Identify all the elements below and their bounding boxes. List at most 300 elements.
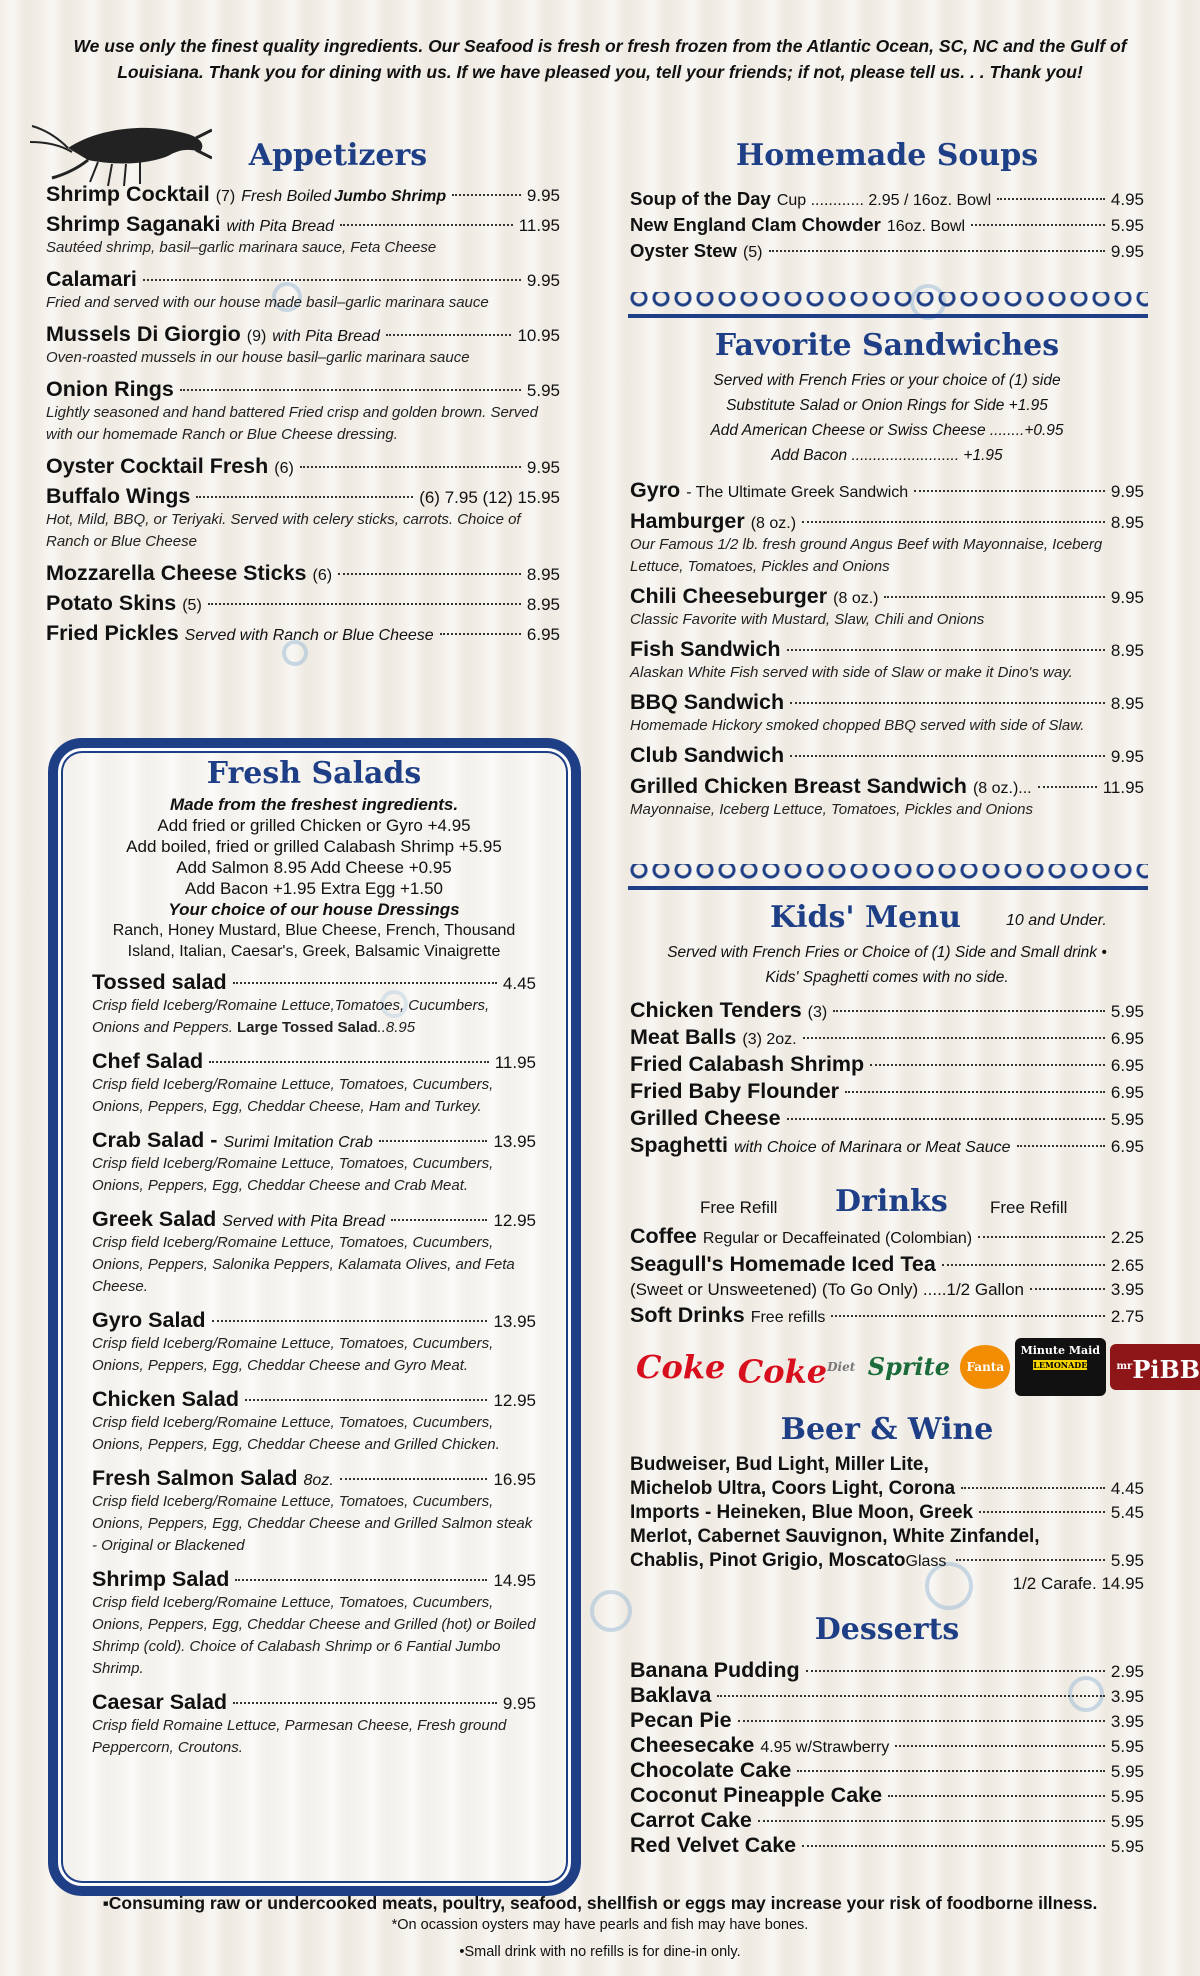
item-name: Gyro xyxy=(630,478,681,502)
menu-item-row xyxy=(630,1280,1144,1300)
kids-note: Kids' Spaghetti comes with no side. xyxy=(765,969,1009,986)
intro-text: We use only the finest quality ingredients. Our Seafood is fresh or fresh frozen from the Atlantic Ocean, SC, NC and the Gulf of Louisiana. Thank you for dining with us. If we have pleased you, tell your friends; if not, please tell us. . . Thank you! xyxy=(73,36,1127,82)
menu-item-row xyxy=(46,484,560,509)
menu-item-row xyxy=(630,690,1144,715)
leader-dots xyxy=(790,702,1105,704)
desc-text: Crisp field Iceberg/Romaine Lettuce, Tomatoes, Cucumbers, Onions, Peppers, Egg, Cheddar Cheese and Grilled Salmon steak - Original or Blackened xyxy=(92,1493,533,1554)
drink-note: •Small drink with no refills is for dine-in only. xyxy=(459,1944,741,1960)
dessert-item xyxy=(630,1833,1144,1858)
item-description: Fried and served with our house made basil–garlic marinara sauce xyxy=(46,294,489,311)
item-price: 9.95 xyxy=(526,458,560,477)
soups-list xyxy=(630,188,1144,262)
soup-item xyxy=(630,240,1144,262)
beer-line xyxy=(630,1502,1144,1524)
item-name: Chicken Salad xyxy=(92,1387,239,1411)
fanta-logo: Fanta xyxy=(960,1345,1010,1389)
menu-item-row xyxy=(630,1833,1144,1858)
item-price: 11.95 xyxy=(518,216,560,235)
appetizers-section xyxy=(46,138,560,651)
item-description xyxy=(92,1074,536,1118)
desc-text: Crisp field Iceberg/Romaine Lettuce,Tomatoes, Cucumbers, Onions and Peppers. xyxy=(92,997,490,1036)
menu-item-row xyxy=(46,621,560,646)
item-description: Classic Favorite with Mustard, Slaw, Chili and Onions xyxy=(630,611,985,628)
salad-item xyxy=(92,1207,536,1298)
menu-item-row xyxy=(630,1133,1144,1158)
leader-dots xyxy=(196,496,413,498)
leader-dots xyxy=(233,982,497,984)
leader-dots xyxy=(870,1064,1105,1066)
salads-title: Fresh Salads xyxy=(206,756,422,791)
leader-dots xyxy=(978,1236,1105,1238)
desc-text: Crisp field Iceberg/Romaine Lettuce, Tomatoes, Cucumbers, Onions, Peppers, Egg, Cheddar Cheese and Grilled Chicken. xyxy=(92,1414,500,1453)
menu-item-row xyxy=(630,188,1144,210)
salad-item xyxy=(92,1387,536,1456)
salad-item xyxy=(92,1308,536,1377)
beer-text: Budweiser, Bud Light, Miller Lite, xyxy=(630,1454,929,1475)
drink-item xyxy=(630,1280,1144,1300)
item-price: 8.95 xyxy=(1110,694,1144,713)
item-name: Greek Salad xyxy=(92,1207,217,1231)
item-description: Our Famous 1/2 lb. fresh ground Angus Beef with Mayonnaise, Iceberg Lettuce, Tomatoes, Pickles and Onions xyxy=(630,536,1103,575)
appetizer-item xyxy=(46,182,560,207)
item-name: Tossed salad xyxy=(92,970,227,994)
refill-left: Free Refill xyxy=(700,1198,778,1217)
item-name: Onion Rings xyxy=(46,377,174,401)
leader-dots xyxy=(208,603,521,605)
menu-item-row xyxy=(630,1708,1144,1733)
menu-item-row xyxy=(630,1658,1144,1683)
item-name: Soft Drinks xyxy=(630,1303,745,1327)
item-price: 3.95 xyxy=(1110,1712,1144,1731)
desc-end: ..8.95 xyxy=(377,1019,416,1036)
salads-intro: Made from the freshest ingredients. xyxy=(169,795,459,814)
menu-item-row xyxy=(92,970,536,995)
leader-dots xyxy=(391,1219,487,1221)
leader-dots xyxy=(386,334,512,336)
item-description: Hot, Mild, BBQ, or Teriyaki. Served with celery sticks, carrots. Choice of Ranch or Blue Cheese xyxy=(46,511,521,550)
item-extra: (3) 2oz. xyxy=(742,1031,797,1048)
food-warning: ▪Consuming raw or undercooked meats, poultry, seafood, shellfish or eggs may increase your risk of foodborne illness. xyxy=(102,1893,1098,1913)
leader-dots xyxy=(452,194,521,196)
item-price: 6.95 xyxy=(1110,1137,1144,1156)
beer-price: 4.45 xyxy=(1110,1479,1144,1498)
item-name: Shrimp Cocktail xyxy=(46,182,210,206)
soups-title: Homemade Soups xyxy=(735,138,1039,173)
item-price: 9.95 xyxy=(502,1694,536,1713)
item-price: 4.45 xyxy=(502,974,536,993)
item-extra-italic: with Pita Bread xyxy=(226,218,335,235)
leader-dots xyxy=(797,1770,1105,1772)
salad-item xyxy=(92,1049,536,1118)
dressings-title: Your choice of our house Dressings xyxy=(168,900,460,919)
menu-item-row xyxy=(630,1079,1144,1104)
desc-bold: Large Tossed Salad xyxy=(236,1019,378,1036)
item-extra: Surimi Imitation Crab xyxy=(223,1134,373,1151)
menu-item-row xyxy=(630,1052,1144,1077)
item-price: 2.65 xyxy=(1110,1256,1144,1275)
menu-item-row xyxy=(630,743,1144,768)
appetizer-item xyxy=(46,591,560,616)
item-price: 16.95 xyxy=(493,1470,536,1489)
kids-age: 10 and Under. xyxy=(1006,912,1107,929)
item-price: 6.95 xyxy=(1110,1029,1144,1048)
item-extra: (5) xyxy=(742,244,763,261)
item-price: 10.95 xyxy=(517,326,560,345)
oyster-note: *On ocassion oysters may have pearls and fish may have bones. xyxy=(391,1917,809,1933)
item-name: Club Sandwich xyxy=(630,743,785,767)
salad-item xyxy=(92,1466,536,1557)
leader-dots xyxy=(790,755,1105,757)
item-extra: (7) xyxy=(215,188,236,205)
salads-addons xyxy=(92,815,536,899)
beer-section xyxy=(630,1412,1144,1594)
item-name: New England Clam Chowder xyxy=(630,214,881,235)
item-name: Grilled Cheese xyxy=(630,1106,781,1130)
item-price: 6.95 xyxy=(1110,1056,1144,1075)
leader-dots xyxy=(758,1820,1105,1822)
item-extra-italic: Served with Ranch or Blue Cheese xyxy=(184,627,434,644)
menu-item-row xyxy=(92,1049,536,1074)
item-name: Chocolate Cake xyxy=(630,1758,792,1782)
item-description xyxy=(92,995,536,1039)
item-description xyxy=(92,1232,536,1298)
item-name: Gyro Salad xyxy=(92,1308,206,1332)
menu-item-row xyxy=(46,454,560,479)
leader-dots xyxy=(802,521,1105,523)
item-name: Calamari xyxy=(46,267,137,291)
leader-dots xyxy=(212,1320,488,1322)
item-price: 13.95 xyxy=(493,1132,536,1151)
item-price: 8.95 xyxy=(1110,513,1144,532)
item-price: 5.95 xyxy=(1110,1837,1144,1856)
item-name: Mozzarella Cheese Sticks xyxy=(46,561,307,585)
menu-item-row xyxy=(46,561,560,586)
drinks-section xyxy=(630,1184,1200,1396)
item-name: Cheesecake xyxy=(630,1733,755,1757)
menu-item-row xyxy=(46,591,560,616)
menu-item-row xyxy=(630,774,1144,799)
item-name: Spaghetti xyxy=(630,1133,728,1157)
item-name: Buffalo Wings xyxy=(46,484,191,508)
item-name: Shrimp Saganaki xyxy=(46,212,221,236)
item-description: Homemade Hickory smoked chopped BBQ served with side of Slaw. xyxy=(630,717,1085,734)
leader-dots xyxy=(802,1845,1105,1847)
menu-item-row xyxy=(630,214,1144,236)
drinks-header xyxy=(630,1184,1144,1224)
soups-section xyxy=(630,138,1144,266)
item-description xyxy=(92,1153,536,1197)
leader-dots xyxy=(738,1720,1105,1722)
sandwich-item xyxy=(630,509,1144,578)
appetizer-item xyxy=(46,267,560,314)
leader-dots xyxy=(245,1399,487,1401)
item-price: 9.95 xyxy=(1110,747,1144,766)
item-extra: (5) xyxy=(182,597,202,614)
desc-text: Crisp field Romaine Lettuce, Parmesan Cheese, Fresh ground Peppercorn, Croutons. xyxy=(92,1717,507,1756)
appetizer-item xyxy=(46,454,560,479)
menu-item-row xyxy=(630,1252,1144,1277)
drinks-list xyxy=(630,1224,1144,1328)
kids-header xyxy=(630,900,1144,940)
sandwiches-notes xyxy=(630,368,1144,468)
item-extra: (8 oz.)... xyxy=(972,780,1032,797)
kids-item xyxy=(630,1079,1144,1104)
item-extra: 16oz. Bowl xyxy=(886,218,966,235)
item-name: Oyster Stew xyxy=(630,240,737,261)
wave-divider xyxy=(628,292,1148,318)
item-price: 2.25 xyxy=(1110,1228,1144,1247)
appetizer-item xyxy=(46,322,560,369)
salad-item xyxy=(92,1128,536,1197)
leader-dots xyxy=(1017,1145,1105,1147)
item-name: Pecan Pie xyxy=(630,1708,732,1732)
leader-dots xyxy=(340,224,513,226)
item-name: Oyster Cocktail Fresh xyxy=(46,454,269,478)
kids-item xyxy=(630,1133,1144,1158)
leader-dots xyxy=(831,1315,1105,1317)
kids-title: Kids' Menu xyxy=(770,900,961,935)
item-price: 5.95 xyxy=(1110,216,1144,235)
item-extra: (8 oz.) xyxy=(750,515,797,532)
leader-dots xyxy=(979,1511,1105,1513)
dressings-list: Ranch, Honey Mustard, Blue Cheese, French, Thousand Island, Italian, Caesar's, Greek, Balsamic Vinaigrette xyxy=(112,922,516,960)
kids-notes xyxy=(630,940,1144,990)
beer-price: 5.45 xyxy=(1110,1503,1144,1522)
beer-line xyxy=(630,1526,1144,1548)
sandwiches-section xyxy=(630,328,1144,827)
soup-item xyxy=(630,188,1144,210)
item-extra: 4.95 w/Strawberry xyxy=(760,1739,890,1756)
menu-item-row xyxy=(630,478,1144,503)
item-price: 3.95 xyxy=(1110,1280,1144,1299)
item-price: 11.95 xyxy=(494,1053,536,1072)
appetizer-item xyxy=(46,212,560,259)
item-name: Seagull's Homemade Iced Tea xyxy=(630,1252,936,1276)
salad-addon: Add Salmon 8.95 Add Cheese +0.95 xyxy=(176,858,452,877)
beer-extra: Glass xyxy=(905,1553,947,1570)
menu-item-row xyxy=(46,212,560,237)
leader-dots xyxy=(997,198,1105,200)
salad-addon: Add Bacon +1.95 Extra Egg +1.50 xyxy=(184,879,444,898)
leader-dots xyxy=(833,1010,1105,1012)
sandwich-note: Substitute Salad or Onion Rings for Side +1.95 xyxy=(726,397,1048,414)
item-name: Caesar Salad xyxy=(92,1690,228,1714)
sandwiches-title: Favorite Sandwiches xyxy=(714,328,1060,363)
sandwiches-list xyxy=(630,478,1144,821)
salad-item xyxy=(92,970,536,1039)
item-extra-bold: Jumbo Shrimp xyxy=(334,188,447,205)
menu-item-row xyxy=(92,1567,536,1592)
leader-dots xyxy=(143,279,521,281)
beer-list xyxy=(630,1454,1144,1572)
menu-item-row xyxy=(92,1387,536,1412)
leader-dots xyxy=(914,490,1105,492)
desc-text: Crisp field Iceberg/Romaine Lettuce, Tomatoes, Cucumbers, Onions, Peppers, Egg, Cheddar Cheese and Grilled (hot) or Boiled Shrimp (cold). Choice of Calabash Shrimp or 6 Fantial Jumbo Shrimp. xyxy=(92,1594,536,1677)
dessert-item xyxy=(630,1708,1144,1733)
leader-dots xyxy=(338,573,521,575)
dessert-item xyxy=(630,1758,1144,1783)
item-price: 9.95 xyxy=(526,271,560,290)
item-price: 8.95 xyxy=(1110,641,1144,660)
leader-dots xyxy=(961,1487,1105,1489)
item-price: 5.95 xyxy=(1110,1002,1144,1021)
menu-item-row xyxy=(92,1690,536,1715)
item-extra: Free refills xyxy=(750,1309,826,1326)
item-price: 5.95 xyxy=(1110,1787,1144,1806)
item-price: 5.95 xyxy=(526,381,560,400)
carafe-price: 1/2 Carafe. 14.95 xyxy=(1012,1574,1144,1593)
kids-item xyxy=(630,1052,1144,1077)
beer-text: Imports - Heineken, Blue Moon, Greek xyxy=(630,1502,974,1523)
menu-item-row xyxy=(92,1207,536,1232)
item-price: 12.95 xyxy=(493,1211,536,1230)
dessert-item xyxy=(630,1658,1144,1683)
appetizers-title: Appetizers xyxy=(248,138,428,173)
leader-dots xyxy=(300,466,521,468)
item-description xyxy=(92,1333,536,1377)
beer-line xyxy=(630,1550,1144,1572)
desserts-title: Desserts xyxy=(814,1612,960,1647)
item-name: Chili Cheeseburger xyxy=(630,584,828,608)
item-description xyxy=(92,1491,536,1557)
item-name: Coffee xyxy=(630,1224,697,1248)
item-name: (Sweet or Unsweetened) (To Go Only) .....1/2 Gallon xyxy=(630,1280,1025,1299)
item-extra: - The Ultimate Greek Sandwich xyxy=(686,484,909,501)
sandwich-note: Add American Cheese or Swiss Cheese ........+0.95 xyxy=(710,422,1064,439)
appetizer-item xyxy=(46,377,560,446)
item-description xyxy=(92,1412,536,1456)
menu-item-row xyxy=(46,377,560,402)
item-name: Fried Calabash Shrimp xyxy=(630,1052,865,1076)
leader-dots xyxy=(787,649,1105,651)
kids-list xyxy=(630,998,1144,1158)
item-extra: with Choice of Marinara or Meat Sauce xyxy=(733,1139,1011,1156)
appetizers-list xyxy=(46,182,560,646)
salads-section xyxy=(92,756,536,1769)
appetizer-item xyxy=(46,561,560,586)
leader-dots xyxy=(209,1061,489,1063)
kids-note: Served with French Fries or Choice of (1) Side and Small drink • xyxy=(667,944,1107,961)
dessert-item xyxy=(630,1733,1144,1758)
item-description: Sautéed shrimp, basil–garlic marinara sauce, Feta Cheese xyxy=(46,239,437,256)
soda-logos xyxy=(630,1338,1200,1396)
item-name: Banana Pudding xyxy=(630,1658,800,1682)
kids-item xyxy=(630,1025,1144,1050)
leader-dots xyxy=(888,1795,1105,1797)
item-name: Fried Pickles xyxy=(46,621,179,645)
menu-item-row xyxy=(92,1128,536,1153)
beer-text: Merlot, Cabernet Sauvignon, White Zinfandel, xyxy=(630,1526,1040,1547)
item-name: Fried Baby Flounder xyxy=(630,1079,840,1103)
leader-dots xyxy=(806,1670,1105,1672)
menu-item-row xyxy=(630,240,1144,262)
sandwich-note: Add Bacon ......................... +1.95 xyxy=(771,447,1003,464)
menu-item-row xyxy=(630,1733,1144,1758)
menu-item-row xyxy=(630,1808,1144,1833)
leader-dots xyxy=(440,633,521,635)
drinks-title: Drinks xyxy=(835,1184,948,1219)
leader-dots xyxy=(235,1579,487,1581)
leader-dots xyxy=(884,596,1104,598)
minute-maid-logo: Minute Maid LEMONADE xyxy=(1015,1338,1106,1396)
item-name: Chicken Tenders xyxy=(630,998,802,1022)
menu-item-row xyxy=(630,998,1144,1023)
item-price: 9.95 xyxy=(1110,588,1144,607)
item-price: 8.95 xyxy=(526,595,560,614)
item-price: 4.95 xyxy=(1110,190,1144,209)
beer-line xyxy=(630,1478,1144,1500)
dessert-item xyxy=(630,1808,1144,1833)
item-price: 5.95 xyxy=(1110,1737,1144,1756)
drink-item xyxy=(630,1303,1144,1328)
item-price: 14.95 xyxy=(493,1571,536,1590)
menu-item-row xyxy=(46,267,560,292)
menu-item-row xyxy=(630,1106,1144,1131)
item-extra-italic: Fresh Boiled xyxy=(241,188,332,205)
leader-dots xyxy=(971,224,1105,226)
item-price: 13.95 xyxy=(493,1312,536,1331)
menu-item-row xyxy=(92,1308,536,1333)
item-name: Crab Salad - xyxy=(92,1128,218,1152)
leader-dots xyxy=(717,1695,1105,1697)
leader-dots xyxy=(379,1140,488,1142)
item-price: 8.95 xyxy=(526,565,560,584)
menu-item-row xyxy=(46,322,560,347)
menu-item-row xyxy=(630,1025,1144,1050)
menu-item-row xyxy=(630,1758,1144,1783)
item-extra-italic: with Pita Bread xyxy=(272,328,380,345)
item-price: 6.95 xyxy=(526,625,560,644)
leader-dots xyxy=(845,1091,1105,1093)
item-name: Carrot Cake xyxy=(630,1808,752,1832)
mr-pibb-logo: $^{mr}$PiBB xyxy=(1110,1344,1200,1390)
menu-item-row xyxy=(630,509,1144,534)
soup-item xyxy=(630,214,1144,236)
item-description: Oven-roasted mussels in our house basil–garlic marinara sauce xyxy=(46,349,470,366)
dessert-item xyxy=(630,1683,1144,1708)
menu-item-row xyxy=(630,584,1144,609)
item-price: 5.95 xyxy=(1110,1110,1144,1129)
item-extra: Regular or Decaffeinated (Colombian) xyxy=(702,1230,973,1247)
item-description: Mayonnaise, Iceberg Lettuce, Tomatoes, Pickles and Onions xyxy=(630,801,1034,818)
desserts-list xyxy=(630,1658,1144,1858)
leader-dots xyxy=(956,1559,1104,1561)
sandwich-item xyxy=(630,690,1144,737)
desc-text: Crisp field Iceberg/Romaine Lettuce, Tomatoes, Cucumbers, Onions, Peppers, Salonika Peppers, Kalamata Olives, and Feta Cheese. xyxy=(92,1234,515,1295)
beer-text: Michelob Ultra, Coors Light, Corona xyxy=(630,1478,956,1499)
item-price: 2.75 xyxy=(1110,1307,1144,1326)
item-name: Fresh Salmon Salad xyxy=(92,1466,298,1490)
item-extra: (9) xyxy=(246,328,267,345)
item-name: Chef Salad xyxy=(92,1049,204,1073)
salads-list xyxy=(92,970,536,1759)
item-price: 5.95 xyxy=(1110,1762,1144,1781)
leader-dots xyxy=(1030,1288,1105,1290)
item-description xyxy=(92,1592,536,1680)
menu-item-row xyxy=(630,1683,1144,1708)
diet-coke-logo: Coke$^{Diet}$ xyxy=(737,1352,856,1391)
item-price: 11.95 xyxy=(1102,778,1144,797)
desc-text: Crisp field Iceberg/Romaine Lettuce, Tomatoes, Cucumbers, Onions, Peppers, Egg, Cheddar Cheese, Ham and Turkey. xyxy=(92,1076,494,1115)
drink-item xyxy=(630,1224,1144,1249)
item-name: Grilled Chicken Breast Sandwich xyxy=(630,774,967,798)
menu-item-row xyxy=(630,1224,1144,1249)
item-price: 5.95 xyxy=(1110,1812,1144,1831)
leader-dots xyxy=(803,1037,1105,1039)
item-extra: 8oz. xyxy=(303,1472,334,1489)
leader-dots xyxy=(895,1745,1105,1747)
item-name: Red Velvet Cake xyxy=(630,1833,797,1857)
